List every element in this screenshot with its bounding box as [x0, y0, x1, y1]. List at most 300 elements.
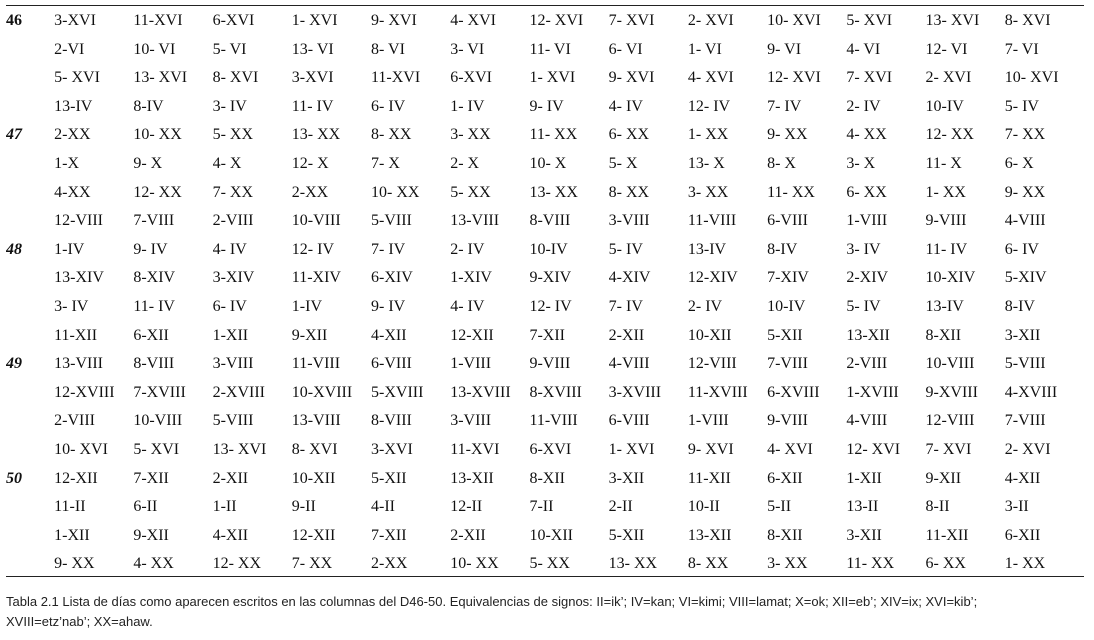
- day-cell: 8-XII: [529, 469, 565, 487]
- day-cell: 12- IV: [687, 97, 731, 115]
- day-cell: 8-IV: [1004, 297, 1035, 315]
- day-cell: 9- IV: [529, 97, 564, 115]
- day-cell: 11- X: [925, 154, 962, 172]
- day-cell: 3-XII: [608, 469, 645, 487]
- day-cell: 2-VI: [54, 40, 85, 58]
- day-cell: 12-XII: [291, 526, 336, 544]
- day-cell: 10- X: [529, 154, 567, 172]
- day-cell: 12- IV: [529, 297, 572, 315]
- day-cell: 13- XX: [291, 126, 341, 144]
- day-cell: 5- XX: [212, 126, 253, 144]
- day-cell: 12- VI: [925, 40, 968, 58]
- day-cell: 5- VI: [212, 40, 247, 58]
- day-cell: 1- IV: [450, 97, 485, 115]
- day-cell: 5- XX: [529, 555, 570, 573]
- day-cell: 12- XVI: [846, 440, 901, 458]
- table-row: [6, 550, 1084, 579]
- column-number: [6, 93, 54, 122]
- day-cell: 12- XX: [925, 126, 974, 144]
- day-cell: 7- VI: [1004, 40, 1039, 58]
- day-cell: 4-XIV: [608, 269, 651, 287]
- day-cell: 3-XII: [1004, 326, 1041, 344]
- day-cell: 12- XX: [133, 183, 182, 201]
- day-cell: 13-XII: [846, 326, 890, 344]
- day-cell: 11-XII: [54, 326, 98, 344]
- day-cell: 13-XII: [687, 526, 732, 544]
- day-cell: 7-XII: [133, 469, 169, 487]
- column-number: 50: [6, 469, 22, 487]
- day-cell: 6-XIV: [371, 269, 413, 287]
- day-cell: 13- XVI: [212, 440, 267, 458]
- day-cell: 8- XVI: [291, 440, 338, 458]
- day-cell: 9-XII: [133, 526, 169, 544]
- day-cell: 3-XII: [846, 526, 882, 544]
- table-row: [6, 207, 1084, 236]
- day-cell: 9-XII: [291, 326, 328, 344]
- day-cell: 8-XIV: [133, 269, 176, 287]
- day-cell: 9- X: [133, 154, 163, 172]
- column-number: [6, 36, 54, 65]
- day-cell: 12-XII: [54, 469, 98, 487]
- day-cell: 10-VIII: [925, 355, 975, 373]
- day-cell: 6-XII: [133, 326, 169, 344]
- column-number: 48: [6, 240, 22, 258]
- day-cell: 3- XX: [450, 126, 491, 144]
- day-cell: 1- XVI: [291, 12, 338, 29]
- day-cell: 7- XVI: [925, 440, 972, 458]
- day-list-table: [6, 7, 1084, 579]
- day-cell: 1-XII: [54, 526, 90, 544]
- day-cell: 1-XIV: [450, 269, 492, 287]
- day-cell: 8- XX: [608, 183, 650, 201]
- day-cell: 1-VIII: [846, 212, 888, 230]
- day-cell: 9-II: [291, 498, 316, 516]
- day-cell: 4-II: [371, 498, 395, 516]
- day-cell: 1- VI: [687, 40, 722, 58]
- day-cell: 5-XII: [371, 469, 407, 487]
- day-cell: 11-XIV: [291, 269, 341, 287]
- day-cell: 8-XII: [925, 326, 962, 344]
- column-number: 49: [6, 355, 22, 373]
- day-cell: 4- XVI: [687, 69, 734, 87]
- day-cell: 12-VIII: [925, 412, 975, 430]
- column-number: [6, 322, 54, 351]
- day-cell: 11-XVI: [371, 69, 421, 87]
- day-cell: 7-XVIII: [133, 383, 186, 401]
- day-cell: 5- IV: [1004, 97, 1039, 115]
- day-cell: 6- XX: [846, 183, 887, 201]
- day-cell: 7-XIV: [767, 269, 809, 287]
- day-cell: 8-II: [925, 498, 950, 516]
- day-cell: 5- IV: [846, 297, 881, 315]
- day-cell: 4- IV: [212, 240, 247, 258]
- day-cell: 10-IV: [767, 297, 806, 315]
- table-row: [6, 121, 1084, 150]
- day-cell: 4-XII: [212, 526, 249, 544]
- column-number: 46: [6, 12, 22, 29]
- day-cell: 3-VIII: [608, 212, 650, 230]
- day-cell: 11-VIII: [291, 355, 341, 373]
- day-cell: 6- IV: [371, 97, 406, 115]
- table-row: [6, 465, 1084, 494]
- day-cell: 3-XVI: [54, 12, 96, 29]
- day-cell: 11- XX: [767, 183, 815, 201]
- day-cell: 2-XX: [291, 183, 329, 201]
- day-cell: 1-X: [54, 154, 80, 172]
- day-cell: 2- XVI: [687, 12, 734, 29]
- day-cell: 12-XII: [450, 326, 494, 344]
- day-cell: 6-XVI: [529, 440, 572, 458]
- day-cell: 4- IV: [450, 297, 485, 315]
- table-row: [6, 293, 1084, 322]
- day-cell: 13-XIV: [54, 269, 104, 287]
- column-number: [6, 179, 54, 208]
- day-cell: 8-XII: [767, 526, 803, 544]
- day-cell: 3-II: [1004, 498, 1029, 516]
- day-cell: 10-VIII: [133, 412, 183, 430]
- day-cell: 8- XX: [371, 126, 412, 144]
- table-row: [6, 379, 1084, 408]
- day-cell: 2-VIII: [212, 212, 254, 230]
- day-cell: 5- XVI: [846, 12, 893, 29]
- day-cell: 4-XII: [1004, 469, 1041, 487]
- day-cell: 7- XVI: [846, 69, 893, 87]
- day-cell: 7- XX: [212, 183, 253, 201]
- day-cell: 6-XII: [1004, 526, 1041, 544]
- day-cell: 4-XX: [54, 183, 91, 201]
- day-cell: 2- XVI: [1004, 440, 1051, 458]
- day-cell: 2- IV: [687, 297, 723, 315]
- day-cell: 11-XII: [687, 469, 731, 487]
- day-cell: 1- XVI: [608, 440, 655, 458]
- day-cell: 4- X: [212, 154, 242, 172]
- day-cell: 1-XII: [212, 326, 249, 344]
- day-cell: 13-IV: [687, 240, 727, 258]
- day-cell: 7-XII: [371, 526, 407, 544]
- day-cell: 2-VIII: [54, 412, 95, 430]
- day-cell: 5-XVIII: [371, 383, 424, 401]
- day-cell: 2-II: [608, 498, 633, 516]
- day-cell: 5-II: [767, 498, 792, 516]
- day-cell: 6- XX: [608, 126, 650, 144]
- day-cell: 4- XVI: [450, 12, 496, 29]
- day-cell: 6- IV: [1004, 240, 1039, 258]
- day-cell: 3-XVI: [291, 69, 334, 87]
- table-row: [6, 179, 1084, 208]
- day-cell: 12-VIII: [687, 355, 737, 373]
- day-cell: 7- IV: [371, 240, 406, 258]
- day-cell: 10-XVIII: [291, 383, 353, 401]
- day-cell: 1- XX: [1004, 555, 1046, 573]
- day-cell: 10- XVI: [54, 440, 108, 458]
- day-cell: 10- XVI: [1004, 69, 1059, 87]
- table-row: [6, 493, 1084, 522]
- table-row: [6, 36, 1084, 65]
- day-cell: 5-XII: [608, 526, 645, 544]
- day-cell: 5- XX: [450, 183, 491, 201]
- day-cell: 12-II: [450, 498, 483, 516]
- day-cell: 3- XX: [767, 555, 808, 573]
- day-cell: 9- XVI: [608, 69, 655, 87]
- day-cell: 3- X: [846, 154, 876, 172]
- day-cell: 5- IV: [608, 240, 643, 258]
- day-cell: 6-VIII: [608, 412, 650, 430]
- day-cell: 13-II: [846, 498, 879, 516]
- day-cell: 3- VI: [450, 40, 485, 58]
- day-cell: 9- XX: [767, 126, 808, 144]
- day-cell: 9-VIII: [925, 212, 967, 230]
- column-number: [6, 522, 54, 551]
- day-cell: 9-XII: [925, 469, 962, 487]
- day-cell: 4- VI: [846, 40, 881, 58]
- day-cell: 11- IV: [133, 297, 175, 315]
- day-cell: 12-VIII: [54, 212, 103, 230]
- day-cell: 8-XVIII: [529, 383, 582, 401]
- day-cell: 7-VIII: [1004, 412, 1046, 430]
- day-cell: 8-VIII: [371, 412, 412, 430]
- table-row: [6, 522, 1084, 551]
- day-cell: 7-VIII: [133, 212, 175, 230]
- day-cell: 5-XII: [767, 326, 803, 344]
- table-bottom-rule: [6, 576, 1084, 577]
- day-cell: 7-XII: [529, 326, 565, 344]
- day-cell: 13-XVIII: [450, 383, 511, 401]
- day-cell: 13- XX: [529, 183, 578, 201]
- day-cell: 1- XVI: [529, 69, 576, 87]
- day-cell: 8- XVI: [1004, 12, 1051, 29]
- day-cell: 12- IV: [291, 240, 334, 258]
- day-cell: 11- IV: [291, 97, 334, 115]
- day-cell: 5- XVI: [133, 440, 180, 458]
- day-cell: 3-XVI: [371, 440, 413, 458]
- table-row: [6, 436, 1084, 465]
- day-cell: 10-XIV: [925, 269, 976, 287]
- table-row: [6, 407, 1084, 436]
- day-cell: 13- XVI: [133, 69, 188, 87]
- day-cell: 10-IV: [529, 240, 568, 258]
- column-number: [6, 550, 54, 579]
- day-cell: 12- XVI: [529, 12, 584, 29]
- column-number: [6, 379, 54, 408]
- day-cell: 9- XVI: [687, 440, 734, 458]
- day-cell: 12- XX: [212, 555, 261, 573]
- day-cell: 3- IV: [212, 97, 247, 115]
- day-cell: 4- XX: [133, 555, 174, 573]
- table-row: [6, 322, 1084, 351]
- day-cell: 6-VIII: [371, 355, 412, 373]
- day-cell: 13-IV: [54, 97, 93, 115]
- column-number: [6, 293, 54, 322]
- day-cell: 6-XVIII: [767, 383, 820, 401]
- day-cell: 3-XIV: [212, 269, 255, 287]
- day-cell: 5-VIII: [1004, 355, 1046, 373]
- day-cell: 5-VIII: [212, 412, 254, 430]
- day-cell: 1-VIII: [687, 412, 729, 430]
- day-cell: 10- XX: [371, 183, 420, 201]
- day-cell: 9- XVI: [371, 12, 417, 29]
- column-number: [6, 264, 54, 293]
- day-cell: 10-IV: [925, 97, 964, 115]
- day-cell: 7-II: [529, 498, 554, 516]
- day-cell: 10- VI: [133, 40, 176, 58]
- day-cell: 10-VIII: [291, 212, 341, 230]
- day-cell: 2- X: [450, 154, 480, 172]
- day-cell: 8-VIII: [133, 355, 175, 373]
- day-cell: 1-XII: [846, 469, 882, 487]
- day-cell: 12- X: [291, 154, 329, 172]
- day-cell: 13- VI: [291, 40, 334, 58]
- day-cell: 1-IV: [291, 297, 322, 315]
- day-cell: 12- XVI: [767, 69, 821, 87]
- day-cell: 12-XIV: [687, 269, 738, 287]
- day-cell: 10- XX: [450, 555, 499, 573]
- column-number: [6, 64, 54, 93]
- table-body: [6, 7, 1084, 579]
- column-number: [6, 207, 54, 236]
- day-cell: 6-VIII: [767, 212, 808, 230]
- column-number: 47: [6, 126, 22, 144]
- table-row: [6, 264, 1084, 293]
- day-cell: 2-XX: [54, 126, 91, 144]
- day-cell: 6- X: [1004, 154, 1034, 172]
- table-top-rule: [6, 5, 1084, 6]
- day-cell: 13-IV: [925, 297, 964, 315]
- day-cell: 13- XVI: [925, 12, 980, 29]
- day-cell: 2- XVI: [925, 69, 972, 87]
- day-cell: 9- XX: [54, 555, 95, 573]
- column-number: [6, 436, 54, 465]
- column-number: [6, 407, 54, 436]
- day-cell: 13- XX: [608, 555, 658, 573]
- day-cell: 13-VIII: [54, 355, 103, 373]
- day-cell: 10-XII: [529, 526, 573, 544]
- day-cell: 8-VIII: [529, 212, 571, 230]
- day-cell: 5-XIV: [1004, 269, 1047, 287]
- table-row: [6, 93, 1084, 122]
- day-cell: 6-II: [133, 498, 158, 516]
- day-cell: 11-XVIII: [687, 383, 748, 401]
- day-cell: 1-VIII: [450, 355, 492, 373]
- day-cell: 11-XVI: [450, 440, 500, 458]
- caption-line-1: Tabla 2.1 Lista de días como aparecen escritos en las columnas del D46-50. Equivalencias de signos: II=ik’; IV=kan; VI=kimi; VIII=lamat; X=ok; XII=eb’; XIV=ix; XVI=kib’;: [6, 594, 978, 609]
- day-cell: 11- VI: [529, 40, 571, 58]
- day-cell: 2- IV: [846, 97, 881, 115]
- day-cell: 6- IV: [212, 297, 247, 315]
- day-cell: 7- IV: [767, 97, 802, 115]
- day-cell: 11- XX: [846, 555, 895, 573]
- day-cell: 9-XVIII: [925, 383, 978, 401]
- day-cell: 2-XII: [450, 526, 486, 544]
- table-row: [6, 64, 1084, 93]
- day-cell: 7- XVI: [608, 12, 655, 29]
- day-cell: 5-VIII: [371, 212, 412, 230]
- day-cell: 9-XIV: [529, 269, 572, 287]
- day-cell: 6-XVI: [450, 69, 492, 87]
- day-cell: 5- X: [608, 154, 638, 172]
- table-caption: [6, 592, 1088, 632]
- table-row: [6, 236, 1084, 265]
- day-cell: 7-VIII: [767, 355, 808, 373]
- day-cell: 11- XX: [529, 126, 578, 144]
- day-cell: 1-IV: [54, 240, 85, 258]
- day-cell: 9-VIII: [767, 412, 808, 430]
- day-cell: 6- VI: [608, 40, 643, 58]
- day-cell: 10-XII: [291, 469, 336, 487]
- day-cell: 7- XX: [1004, 126, 1046, 144]
- day-cell: 10-II: [687, 498, 720, 516]
- caption-line-2: XVIII=etz’nab’; XX=ahaw.: [6, 614, 153, 629]
- day-cell: 9- VI: [767, 40, 802, 58]
- day-cell: 6-XII: [767, 469, 803, 487]
- day-cell: 2-XII: [608, 326, 645, 344]
- day-cell: 7- X: [371, 154, 400, 172]
- day-cell: 9- IV: [371, 297, 406, 315]
- day-cell: 10-XII: [687, 326, 732, 344]
- day-cell: 8-IV: [767, 240, 798, 258]
- day-cell: 7- XX: [291, 555, 333, 573]
- day-cell: 4-VIII: [1004, 212, 1046, 230]
- day-cell: 3-VIII: [450, 412, 492, 430]
- day-cell: 2-XIV: [846, 269, 889, 287]
- day-cell: 3-XVIII: [608, 383, 662, 401]
- day-cell: 2-VIII: [846, 355, 888, 373]
- day-cell: 1- XX: [687, 126, 729, 144]
- day-cell: 3- XX: [687, 183, 729, 201]
- day-cell: 9- IV: [133, 240, 168, 258]
- day-cell: 8-IV: [133, 97, 164, 115]
- day-cell: 9- XX: [1004, 183, 1046, 201]
- day-cell: 2-XX: [371, 555, 408, 573]
- day-cell: 11-VIII: [687, 212, 737, 230]
- column-number: [6, 493, 54, 522]
- day-cell: 3- IV: [54, 297, 89, 315]
- day-cell: 3- IV: [846, 240, 881, 258]
- day-cell: 4-VIII: [608, 355, 650, 373]
- day-cell: 12-XVIII: [54, 383, 115, 401]
- day-cell: 5- XVI: [54, 69, 100, 87]
- day-cell: 8- XVI: [212, 69, 259, 87]
- day-cell: 1-II: [212, 498, 237, 516]
- day-cell: 4-XII: [371, 326, 407, 344]
- table-row: [6, 7, 1084, 36]
- day-cell: 4- XVI: [767, 440, 813, 458]
- day-cell: 11-II: [54, 498, 86, 516]
- day-cell: 7- IV: [608, 297, 643, 315]
- day-cell: 1-XVIII: [846, 383, 899, 401]
- day-cell: 3-VIII: [212, 355, 254, 373]
- day-cell: 6- XX: [925, 555, 966, 573]
- day-cell: 11-VIII: [529, 412, 578, 430]
- day-cell: 6-XVI: [212, 12, 255, 29]
- day-cell: 9-VIII: [529, 355, 571, 373]
- day-cell: 13- X: [687, 154, 725, 172]
- table-row: [6, 350, 1084, 379]
- day-cell: 10- XVI: [767, 12, 821, 29]
- day-cell: 10- XX: [133, 126, 182, 144]
- day-cell: 13-VIII: [291, 412, 341, 430]
- table-row: [6, 150, 1084, 179]
- column-number: [6, 150, 54, 179]
- day-cell: 13-VIII: [450, 212, 500, 230]
- day-cell: 8- VI: [371, 40, 405, 58]
- day-cell: 4- IV: [608, 97, 643, 115]
- day-cell: 13-XII: [450, 469, 494, 487]
- day-cell: 4- XX: [846, 126, 887, 144]
- day-cell: 8- X: [767, 154, 796, 172]
- day-cell: 2-XII: [212, 469, 249, 487]
- day-cell: 4-XVIII: [1004, 383, 1058, 401]
- day-cell: 2- IV: [450, 240, 485, 258]
